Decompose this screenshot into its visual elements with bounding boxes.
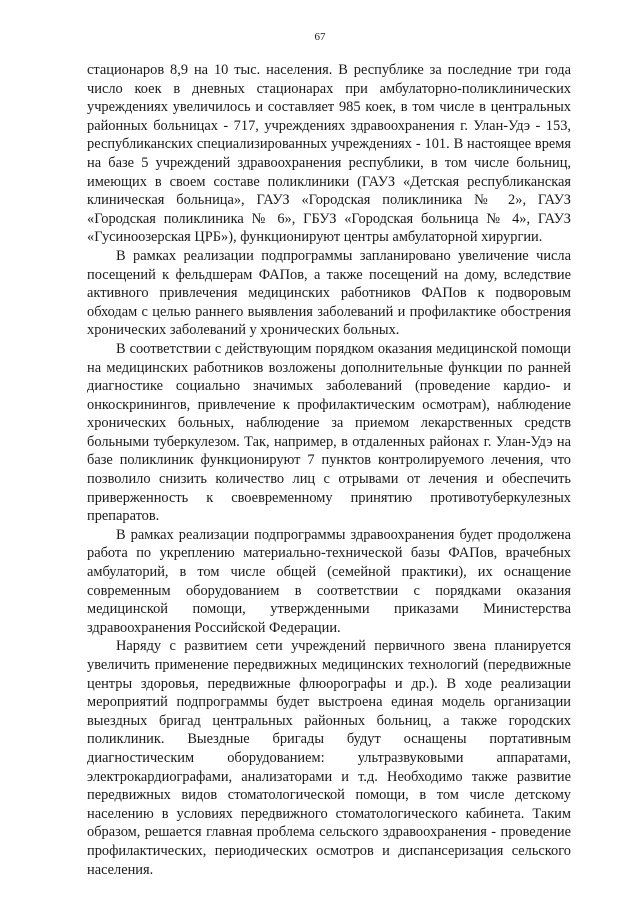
paragraph-mobile-technologies: Наряду с развитием сети учреждений первичного звена планируется увеличить применение передвижных медицинских технологий (передвижные центры здоровья, передвижные флюорографы и др.). В ходе реализации мероприятий подпрограммы будет выстроена единая модель организации выездных бригад центральных районных больниц, а также городских поликлиник. Выездные бригады будут оснащены портативным диагностическим оборудованием: ультразвуковыми аппаратами, электрокардиографами, анализаторами и т.д. Необходимо также развитие передвижных видов стоматологической помощи, в том числе детскому населению в условиях передвижного стоматологического кабинета. Таким образом, решается главная проблема сельского здравоохранения - проведение профилактических, периодических осмотров и диспансеризация сельского населения. xyxy=(87,638,571,878)
paragraph-additional-functions: В соответствии с действующим порядком оказания медицинской помощи на медицинских работников возложены дополнительные функции по ранней диагностике социально значимых заболеваний (проведение кардио- и онкоскринингов, привлечение к профилактическим осмотрам), наблюдение хронических больных, наблюдение за приемом лекарственных средств больными туберкулезом. Так, например, в отдаленных районах г. Улан-Удэ на базе поликлиник функционируют 7 пунктов контролируемого лечения, что позволило снизить количество лиц с отрывами от лечения и обеспечить приверженность к своевременному принятию противотуберкулезных препаратов. xyxy=(87,340,571,525)
page-number: 67 xyxy=(314,31,326,43)
paragraph-material-base: В рамках реализации подпрограммы здравоохранения будет продолжена работа по укреплению материально-технической базы ФАПов, врачебных амбулаторий, в том числе общей (семейной практики), их оснащение современным оборудованием в соответствии с порядками оказания медицинской помощи, утвержденными приказами Министерства здравоохранения Российской Федерации. xyxy=(87,526,571,636)
paragraph-fap-visits: В рамках реализации подпрограммы запланировано увеличение числа посещений к фельдшерам ФАПов, а также посещений на дому, вследствие активного привлечения медицинских работников ФАПов к подворовым обходам с целью раннего выявления заболеваний и профилактике обострения хронических заболеваний у хронических больных. xyxy=(87,247,571,339)
body-text xyxy=(87,61,571,879)
paragraph-continuation: стационаров 8,9 на 10 тыс. населения. В республике за последние три года число коек в дневных стационарах при амбулаторно-поликлинических учреждениях увеличилось и составляет 985 коек, в том числе в центральных районных больницах - 717, учреждениях здравоохранения г. Улан-Удэ - 153, республиканских специализированных учреждениях - 101. В настоящее время на базе 5 учреждений здравоохранения республики, в том числе больниц, имеющих в своем составе поликлиники (ГАУЗ «Детская республиканская клиническая больница», ГАУЗ «Городская поликлиника № 2», ГАУЗ «Городская поликлиника № 6», ГБУЗ «Городская больница № 4», ГАУЗ «Гусиноозерская ЦРБ»), функционируют центры амбулаторной хирургии. xyxy=(87,62,571,246)
